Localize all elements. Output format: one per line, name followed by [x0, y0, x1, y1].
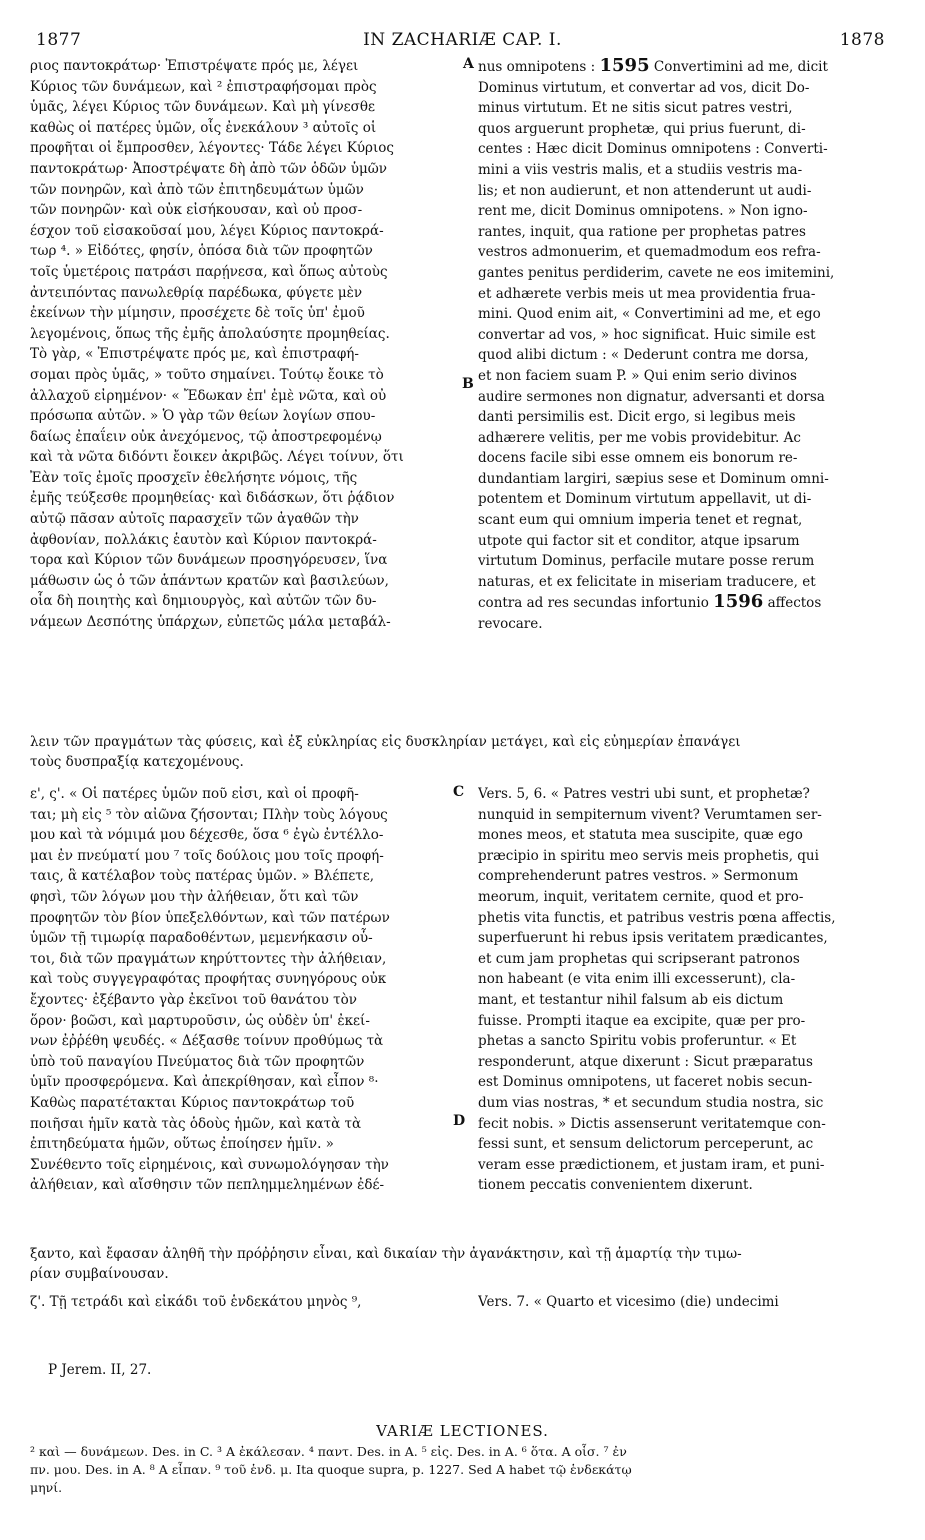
- text-line: πν. μου. Des. in A. ⁸ A εἶπαν. ⁹ τοῦ ἑνδ. μ. Ita quoque supra, p. 1227. Sed A habet τῷ ἑνδεκάτῳ: [30, 1462, 632, 1477]
- greek-full-line: ξαντο, καὶ ἔφασαν ἀληθῆ τὴν πρόῤῥησιν εἶναι, καὶ δικαίαν τὴν ἀγανάκτησιν, καὶ τῇ ἁμαρτίᾳ τὴν τιμω-: [30, 1246, 742, 1262]
- text-line: ε', ς'. « Οἱ πατέρες ὑμῶν ποῦ εἰσι, καὶ οἱ προφῆ-: [30, 786, 359, 802]
- text-line: οἷα δὴ ποιητὴς καὶ δημιουργὸς, καὶ αὐτῶν τῶν δυ-: [30, 593, 377, 610]
- text-line: Ἐὰν τοῖς ἐμοῖς προσχεῖν ἐθελήσητε νόμοις, τῆς: [30, 469, 358, 486]
- text-line: convertar ad vos, » hoc significat. Huic simile est: [478, 326, 816, 343]
- text-line: ἔχοντες· ἐξέβαντο γὰρ ἐκεῖνοι τοῦ θανάτου τὸν: [30, 991, 357, 1008]
- text-line: nus omnipotens : 1595 Convertimini ad me, dicit: [478, 56, 828, 76]
- column-number-left: 1877: [36, 30, 82, 50]
- text-line: ποιῆσαι ἡμῖν κατὰ τὰς ὁδοὺς ἡμῶν, καὶ κατὰ τὰ: [30, 1115, 362, 1132]
- text-line: mant, et testantur nihil falsum ab eis dictum: [478, 991, 784, 1008]
- text-line: meorum, inquit, veritatem cernite, quod et pro-: [478, 888, 804, 905]
- text-line: contra ad res secundas infortunio 1596 affectos: [478, 592, 822, 613]
- text-line: dum vias nostras, * et secundum studia nostra, sic: [478, 1094, 824, 1111]
- margin-letter-a: A: [463, 56, 474, 72]
- margin-letter-d: D: [453, 1113, 466, 1129]
- text-line: responderunt, atque dixerunt : Sicut præparatus: [478, 1053, 813, 1070]
- text-line: phetis vita functis, et patribus vestris pœna affectis,: [478, 909, 836, 926]
- text-line: έσχον τοῦ εἰσακοῦσαί μου, λέγει Κύριος παντοκρά-: [30, 222, 384, 239]
- text-line: tionem peccatis convenientem dixerunt.: [478, 1177, 753, 1194]
- text-line: Κύριος τῶν δυνάμεων, καὶ ² ἐπιστραφήσομαι πρὸς: [30, 78, 377, 95]
- text-line: παντοκράτωρ· Ἀποστρέψατε δὴ ἀπὸ τῶν ὁδῶν ὑμῶν: [30, 160, 387, 177]
- text-line: καθὼς οἱ πατέρες ὑμῶν, οἷς ἐνεκάλουν ³ αὐτοῖς οἱ: [30, 119, 377, 136]
- text-line: ἐκείνων τὴν μίμησιν, προσέχετε δὲ τοῖς ὑπ' ἐμοῦ: [30, 305, 365, 322]
- text-line: nunquid in sempiternum vivent? Verumtamen ser-: [478, 806, 822, 823]
- text-line: καὶ τοὺς συγγεγραφότας προφήτας συνηγόρους οὐκ: [30, 971, 387, 988]
- text-line: utpote qui factor sit et conditor, atque ipsarum: [478, 532, 800, 549]
- text-line: μαι ἐν πνεύματί μου ⁷ τοῖς δούλοις μου τοῖς προφή-: [30, 847, 384, 864]
- text-line: Vers. 7. « Quarto et vicesimo (die) undecimi: [478, 1294, 779, 1310]
- text-line: μηνί.: [30, 1480, 63, 1495]
- text-line: est Dominus omnipotens, ut faceret nobis secun-: [478, 1074, 813, 1091]
- text-line: ζ'. Τῇ τετράδι καὶ εἰκάδι τοῦ ἑνδεκάτου μηνὸς ⁹,: [30, 1294, 362, 1310]
- variae-lectiones: [30, 1443, 890, 1497]
- text-line: τοι, διὰ τῶν πραγμάτων κηρύττοντες τὴν ἀλήθειαν,: [30, 950, 387, 967]
- text-line: Vers. 5, 6. « Patres vestri ubi sunt, et prophetæ?: [478, 786, 810, 802]
- text-line: audire sermones non dignatur, adversanti et dorsa: [478, 388, 825, 405]
- text-line: ὑμᾶς, λέγει Κύριος τῶν δυνάμεων. Καὶ μὴ γίνεσθε: [30, 99, 375, 116]
- text-line: fuisse. Prompti itaque ea excipite, quæ per pro-: [478, 1012, 806, 1029]
- text-line: veram esse prædictionem, et justam iram, et puni-: [478, 1156, 825, 1173]
- text-line: ριος παντοκράτωρ· Ἐπιστρέψατε πρός με, λέγει: [30, 58, 359, 74]
- greek-column-2: [30, 784, 460, 1196]
- text-line: scant eum qui omnium imperia tenet et regnat,: [478, 512, 803, 529]
- text-line: mones meos, et statuta mea suscipite, quæ ego: [478, 827, 803, 844]
- text-line: ὑμῖν προσφερόμενα. Καὶ ἀπεκρίθησαν, καὶ εἶπον ⁸·: [30, 1074, 379, 1091]
- text-line: ἐπιτηδεύματα ἡμῶν, οὕτως ἐποίησεν ἡμῖν. »: [30, 1136, 334, 1153]
- text-line: ἀλήθειαν, καὶ αἴσθησιν τῶν πεπλημμελημένων ἐδέ-: [30, 1177, 385, 1194]
- variae-lectiones-title: VARIÆ LECTIONES.: [376, 1422, 549, 1440]
- text-line: τοῖς ὑμετέροις πατράσι παρῄνεσα, καὶ ὅπως αὐτοὺς: [30, 263, 388, 280]
- text-line: rent me, dicit Dominus omnipotens. » Non igno-: [478, 203, 808, 220]
- text-line: virtutum Dominus, perfacile mutare posse rerum: [478, 553, 815, 570]
- text-line: gantes penitus perdiderim, cavete ne eos imitemini,: [478, 264, 835, 281]
- text-line: φησὶ, τῶν λόγων μου τὴν ἀλήθειαν, ὅτι καὶ τῶν: [30, 888, 359, 905]
- text-line: fessi sunt, et sensum delictorum perceperunt, ac: [478, 1136, 814, 1153]
- text-line: τῶν πονηρῶν· καὶ οὐκ εἰσήκουσαν, καὶ οὐ προσ-: [30, 202, 363, 219]
- text-line: νων ἐῤῥέθη ψευδές. « Δέξασθε τοίνυν προθύμως τὰ: [30, 1033, 384, 1050]
- text-line: Συνέθεντο τοῖς εἰρημένοις, καὶ συνωμολόγησαν τὴν: [30, 1156, 389, 1173]
- text-line: mini. Quod enim ait, « Convertimini ad me, et ego: [478, 306, 821, 323]
- text-line: et cum jam prophetas qui scripserant patronos: [478, 950, 800, 967]
- text-line: præcipio in spiritu meo servis meis prophetis, qui: [478, 847, 819, 864]
- latin-column-3: [478, 1292, 880, 1313]
- text-line: τῶν πονηρῶν, καὶ ἀπὸ τῶν ἐπιτηδευμάτων ὑμῶν: [30, 181, 364, 198]
- text-line: phetas a sancto Spiritu vobis proferuntur. « Et: [478, 1033, 797, 1050]
- latin-column-2: [478, 784, 880, 1196]
- greek-full-line: ρίαν συμβαίνουσαν.: [30, 1266, 169, 1282]
- text-line: danti persimilis est. Dicit ergo, si legibus meis: [478, 409, 796, 426]
- text-line: revocare.: [478, 616, 543, 633]
- latin-column-1: [478, 56, 880, 635]
- text-line: προφῆται οἱ ἔμπροσθεν, λέγοντες· Τάδε λέγει Κύριος: [30, 140, 394, 157]
- text-line: σομαι πρὸς ὑμᾶς, » τοῦτο σημαίνει. Τούτῳ ἔοικε τὸ: [30, 366, 384, 383]
- text-line: centes : Hæc dicit Dominus omnipotens : Converti-: [478, 141, 828, 158]
- text-line: ἐμῆς τεύξεσθε προμηθείας· καὶ διδάσκων, ὅτι ῥᾴδιον: [30, 490, 395, 507]
- text-line: ὅρον· βοῶσι, καὶ μαρτυροῦσιν, ὡς οὐδὲν ὑπ' ἐκεί-: [30, 1012, 370, 1029]
- text-line: vestros admonuerim, et quemadmodum eos refra-: [478, 244, 821, 261]
- greek-full-line: τοὺς δυσπραξίᾳ κατεχομένους.: [30, 754, 244, 770]
- text-line: Τὸ γὰρ, « Ἐπιστρέψατε πρός με, καὶ ἐπιστραφή-: [30, 346, 359, 363]
- text-line: ται; μὴ εἰς ⁵ τὸν αἰῶνα ζήσονται; Πλὴν τοὺς λόγους: [30, 806, 388, 823]
- marginal-page-number: 1596: [713, 592, 764, 613]
- text-line: ὑμῶν τῇ τιμωρίᾳ παραδοθέντων, μεμενήκασιν οὗ-: [30, 930, 373, 947]
- greek-column-3: [30, 1292, 460, 1313]
- text-line: Καθὼς παρατέτακται Κύριος παντοκράτωρ τοῦ: [30, 1094, 355, 1111]
- text-line: comprehenderunt patres vestros. » Sermonum: [478, 868, 799, 885]
- text-line: προφητῶν τὸν βίον ὑπεξελθόντων, καὶ τῶν πατέρων: [30, 909, 390, 926]
- footnote: P Jerem. II, 27.: [48, 1362, 152, 1378]
- text-line: naturas, et ex felicitate in miseriam traducere, et: [478, 573, 816, 590]
- text-line: non habeant (e vita enim illi excesserunt), cla-: [478, 971, 796, 988]
- margin-letter-b: B: [462, 376, 474, 392]
- text-line: δαίως ἐπαΐειν οὐκ ἀνεχόμενος, τῷ ἀποστρεφομένῳ: [30, 428, 382, 445]
- text-line: τορα καὶ Κύριον τῶν δυνάμεων προσηγόρευσεν, ἵνα: [30, 552, 388, 569]
- text-line: μάθωσιν ὡς ὁ τῶν ἁπάντων κρατῶν καὶ βασιλεύων,: [30, 572, 389, 589]
- text-line: potentem et Dominum virtutum appellavit, ut di-: [478, 491, 812, 508]
- text-line: λεγομένοις, ὅπως τῆς ἐμῆς ἀπολαύσητε προμηθείας.: [30, 325, 390, 342]
- text-line: ὑπὸ τοῦ παναγίου Πνεύματος διὰ τῶν προφητῶν: [30, 1053, 365, 1070]
- text-line: mini a viis vestris malis, et a studiis vestris ma-: [478, 161, 803, 178]
- text-line: quod alibi dictum : « Dederunt contra me dorsa,: [478, 347, 809, 364]
- text-line: dundantiam largiri, sæpius sese et Dominum omni-: [478, 470, 829, 487]
- text-line: ἀλλαχοῦ εἰρημένον· « Ἔδωκαν ἐπ' ἐμὲ νῶτα, καὶ οὐ: [30, 387, 387, 404]
- text-line: minus virtutum. Et ne sitis sicut patres vestri,: [478, 100, 793, 117]
- text-line: καὶ τὰ νῶτα διδόντι ἔοικεν ἀκριβῶς. Λέγει τοίνυν, ὅτι: [30, 449, 404, 466]
- text-line: docens facile sibi esse omnem eis bonorum re-: [478, 450, 798, 467]
- greek-full-line: λειν τῶν πραγμάτων τὰς φύσεις, καὶ ἐξ εὐκληρίας εἰς δυσκληρίαν μετάγει, καὶ εἰς εὐημερίαν ἐπανάγει: [30, 734, 741, 750]
- column-number-right: 1878: [839, 30, 885, 50]
- margin-letter-c: C: [453, 784, 465, 800]
- text-line: quos arguerunt prophetæ, qui prius fuerunt, di-: [478, 120, 806, 137]
- marginal-page-number: 1595: [599, 56, 650, 76]
- greek-column-1: [30, 56, 460, 633]
- text-line: Dominus virtutum, et convertar ad vos, dicit Do-: [478, 79, 810, 96]
- text-line: lis; et non audierunt, et non attenderunt ut audi-: [478, 182, 812, 199]
- text-line: ταις, ἃ κατέλαβον τοὺς πατέρας ὑμῶν. » Βλέπετε,: [30, 868, 374, 885]
- text-line: et non faciem suam P. » Qui enim serio divinos: [478, 367, 797, 384]
- running-title: IN ZACHARIÆ CAP. I.: [363, 30, 562, 50]
- text-line: ² καὶ — δυνάμεων. Des. in C. ³ A ἐκάλεσαν. ⁴ παντ. Des. in A. ⁵ εἰς. Des. in A. ⁶ ὅτα. A οἷσ. ⁷ ἐν: [30, 1444, 627, 1459]
- text-line: et adhærete verbis meis ut mea providentia frua-: [478, 285, 816, 302]
- text-line: ἀφθονίαν, πολλάκις ἑαυτὸν καὶ Κύριον παντοκρά-: [30, 531, 377, 548]
- text-line: μου καὶ τὰ νόμιμά μου δέχεσθε, ὅσα ⁶ ἐγὼ ἐντέλλο-: [30, 827, 384, 844]
- text-line: ἀντειπόντας πανωλεθρίᾳ παρέδωκα, φύγετε μὲν: [30, 284, 363, 301]
- text-line: adhærere velitis, per me vobis providebitur. Ac: [478, 429, 801, 446]
- text-line: αὐτῷ πᾶσαν αὐτοῖς παρασχεῖν τῶν ἀγαθῶν τὴν: [30, 511, 359, 528]
- text-line: νάμεων Δεσπότης ὑπάρχων, εὐπετῶς μάλα μεταβάλ-: [30, 614, 391, 631]
- text-line: τωρ ⁴. » Εἰδότες, φησίν, ὁπόσα διὰ τῶν προφητῶν: [30, 243, 373, 260]
- text-line: πρόσωπα αὐτῶν. » Ὁ γὰρ τῶν θείων λογίων σπου-: [30, 408, 376, 425]
- text-line: rantes, inquit, qua ratione per prophetas patres: [478, 223, 806, 240]
- text-line: superfuerunt hi rebus ipsis veritatem prædicantes,: [478, 930, 828, 947]
- text-line: fecit nobis. » Dictis assenserunt veritatemque con-: [478, 1115, 826, 1132]
